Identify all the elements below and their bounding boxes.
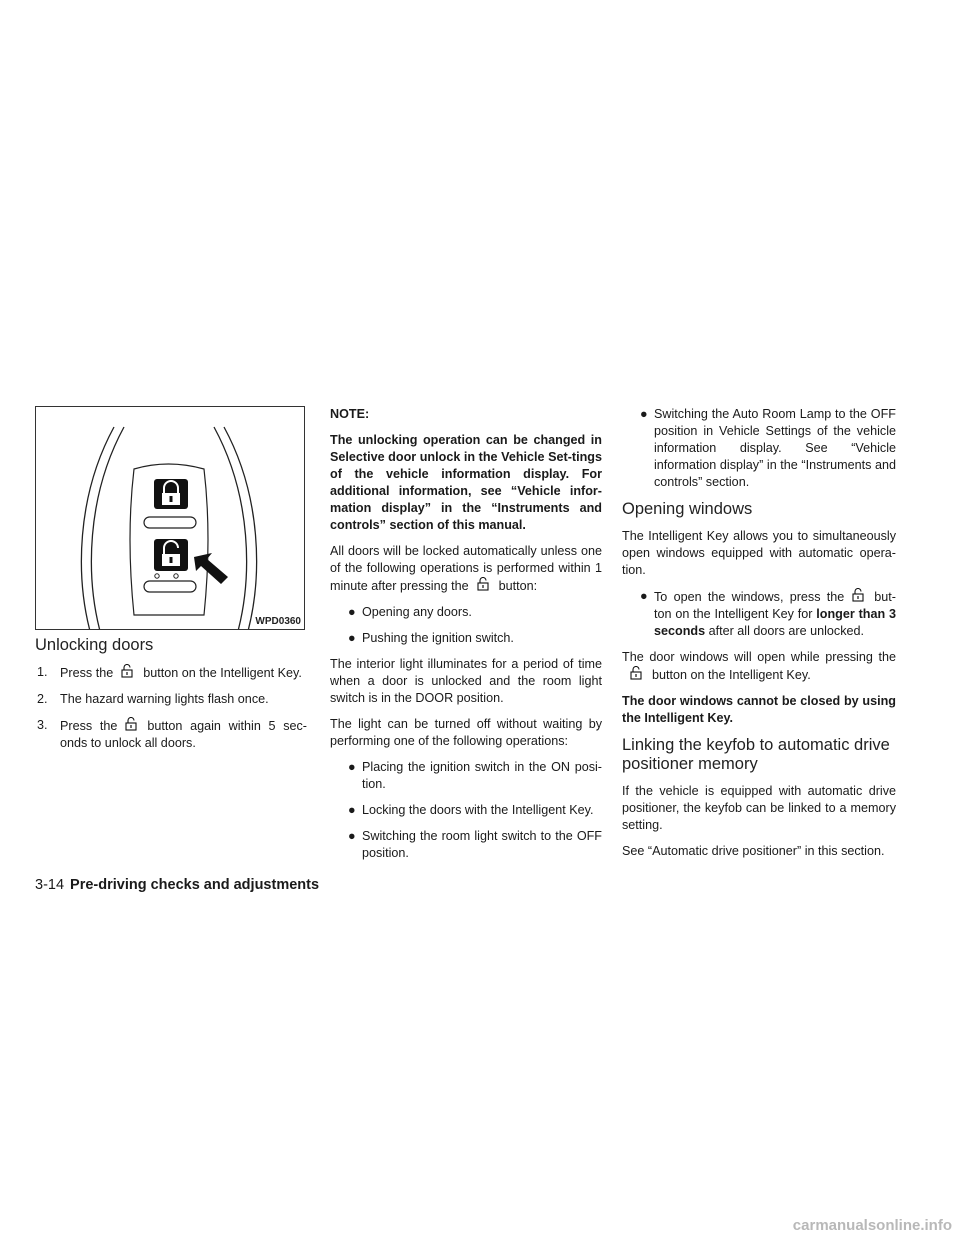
paragraph-text: The door windows will open while pressing the xyxy=(622,650,896,664)
paragraph: If the vehicle is equipped with automatic drive positioner, the keyfob can be linked to a memory setting. xyxy=(622,784,896,832)
bullet-icon: ● xyxy=(348,760,356,774)
paragraph: The light can be turned off without waiting by performing one of the following operations: xyxy=(330,717,602,748)
paragraph: The interior light illuminates for a period of time when a door is unlocked and the room light switch is in the DOOR position. xyxy=(330,657,602,705)
column-2 xyxy=(330,406,602,871)
list-item xyxy=(330,759,602,793)
figure-label: WPD0360 xyxy=(255,616,301,627)
bullet-icon: ● xyxy=(348,829,356,843)
step-text: Press the xyxy=(60,719,118,733)
unlock-button-icon xyxy=(121,717,143,731)
bullet-icon: ● xyxy=(640,589,648,603)
step-1 xyxy=(35,664,307,682)
paragraph-text: button: xyxy=(498,579,538,593)
unlock-button-icon xyxy=(626,666,648,680)
list-item xyxy=(622,588,896,640)
list-item-text: Opening any doors. xyxy=(362,605,472,619)
step-number: 1. xyxy=(37,665,48,679)
page-footer xyxy=(35,877,319,893)
step-number: 3. xyxy=(37,718,48,732)
watermark: carmanualsonline.info xyxy=(792,1217,952,1234)
column-1 xyxy=(35,636,307,761)
step-text: Press the xyxy=(60,666,114,680)
bullet-icon: ● xyxy=(348,605,356,619)
unlock-button-icon xyxy=(848,588,870,602)
step-2 xyxy=(35,691,307,708)
unlock-button-icon xyxy=(117,664,139,678)
list-item-text: but-ton on the Intelligent Key for xyxy=(654,590,896,621)
step-number: 2. xyxy=(37,692,48,706)
step-text: button on the Intelligent Key. xyxy=(143,666,302,680)
list-item-text: Placing the ignition switch in the ON posi-tion. xyxy=(362,760,602,791)
list-item-text: Switching the Auto Room Lamp to the OFF position in Vehicle Settings of the vehicle information display. See “Vehicle information display” in the “Instruments and controls” section. xyxy=(654,407,896,489)
section-title: Pre-driving checks and adjustments xyxy=(70,877,320,893)
step-text: The hazard warning lights flash once. xyxy=(60,692,269,706)
bullet-icon: ● xyxy=(348,803,356,817)
bullet-icon: ● xyxy=(640,407,648,421)
list-item-text: Pushing the ignition switch. xyxy=(362,631,514,645)
list-item xyxy=(330,604,602,621)
lock-icon xyxy=(154,479,188,509)
linking-keyfob-heading: Linking the keyfob to automatic drive positioner memory xyxy=(622,736,890,773)
opening-windows-heading: Opening windows xyxy=(622,500,753,518)
warning-paragraph: The door windows cannot be closed by using the Intelligent Key. xyxy=(622,694,896,725)
note-body: The unlocking operation can be changed in Selective door unlock in the Vehicle Set-tings of the vehicle information display. For additional information, see “Vehicle infor-mation display” in the “Instruments and controls” section of this manual. xyxy=(330,433,602,532)
arrow-icon xyxy=(194,553,228,584)
keyfob-illustration xyxy=(36,407,305,630)
note-heading: NOTE: xyxy=(330,407,370,421)
list-item xyxy=(330,630,602,647)
paragraph xyxy=(622,649,896,684)
list-item-emphasis: longer than 3 seconds xyxy=(654,607,896,638)
list-item-text: Switching the room light switch to the OFF position. xyxy=(362,829,602,860)
list-item-text: To open the windows, press the xyxy=(654,590,845,604)
page-number: 3-14 xyxy=(35,877,65,893)
keyfob-figure xyxy=(35,406,305,630)
paragraph: The Intelligent Key allows you to simultaneously open windows equipped with automatic opera-tion. xyxy=(622,529,896,577)
paragraph-text: All doors will be locked automatically unless one of the following operations is performed within 1 minute after pressing the xyxy=(330,544,602,593)
list-item-text: Locking the doors with the Intelligent Key. xyxy=(362,803,594,817)
paragraph-text: button on the Intelligent Key. xyxy=(652,668,811,682)
step-3 xyxy=(35,717,307,752)
paragraph: See “Automatic drive positioner” in this section. xyxy=(622,844,885,858)
step-text: button again within 5 sec-onds to unlock all doors. xyxy=(60,719,307,750)
unlock-icon xyxy=(154,539,188,571)
column-3 xyxy=(622,406,896,869)
list-item-text: after all doors are unlocked. xyxy=(708,624,865,638)
unlock-button-icon xyxy=(473,577,495,591)
list-item xyxy=(330,802,602,819)
bullet-icon: ● xyxy=(348,631,356,645)
unlocking-doors-heading: Unlocking doors xyxy=(35,636,154,654)
list-item xyxy=(330,828,602,862)
paragraph xyxy=(330,543,602,595)
list-item xyxy=(622,406,896,491)
